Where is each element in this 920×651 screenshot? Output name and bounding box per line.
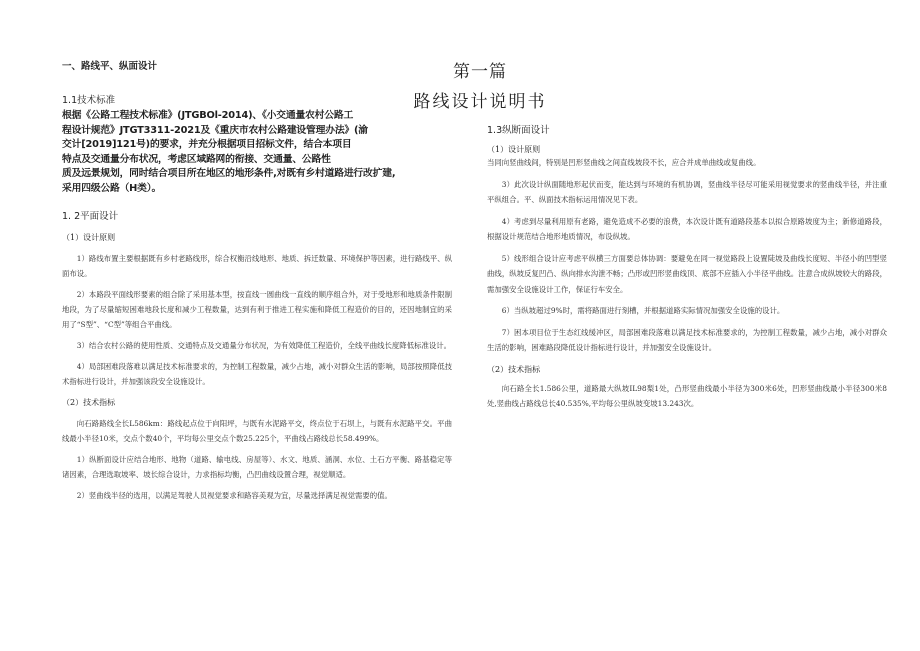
paragraph: 5）线形组合设计应考虑平纵横三方面要总体协调：要避免在同一视觉路段上设置陡坡及曲线长度短、半径小的凹型竖曲线，纵坡反复凹凸、纵向排水沟泄不畅；凸形或凹形竖曲线顶、底部不应插入小半径平曲线。注意合成纵坡较大的路段，需加强安全设施设计工作，保证行车安全。: [487, 253, 887, 294]
intro-line: 根据《公路工程技术标准》(JTGBOl-2014)、《小交通量农村公路工: [62, 110, 354, 121]
paragraph: 3）此次设计纵面随地形起伏而变，能达到与环境的有机协调，竖曲线半径尽可能采用视觉要求的竖曲线半径，并注重平纵组合。平、纵面技术指标运用情况见下表。: [487, 179, 887, 204]
section-heading: 一、路线平、纵面设计: [62, 61, 158, 72]
paragraph: 当同向竖曲线间，特别是凹形竖曲线之间直线坡段不长，应合并成单曲线或复曲线。: [487, 158, 761, 167]
tech-index-heading: （2）技术指标: [487, 364, 541, 374]
paragraph: 2）本路段平面线形要素的组合除了采用基本型，按直线一圆曲线一直线的顺序组合外，对于受地形和地质条件限制地段，为了尽量缩短困难地段长度和减少工程数量，达到有利于推进工程实施和降低工程造价的目的，还因地制宜的采用了“S型”、“C型”等组合平曲线。: [62, 290, 452, 329]
document-title: 路线设计说明书: [413, 92, 547, 112]
design-principle-paragraphs: [62, 251, 452, 389]
right-column: [487, 58, 887, 412]
paragraph: 向石路路线全长L586km：路线起点位于向阳坪，与既有水泥路平交，终点位于石坝上，与既有水泥路平交。平曲线最小半径10米，交点个数40个，平均每公里交点个数25.225个，平曲线占路线总长58.499%。: [62, 419, 452, 443]
paragraph: 6）当纵坡超过9%时，需将路面进行刻槽，并根据道路实际情况加强安全设施的设计。: [501, 306, 785, 315]
left-column: [62, 58, 452, 503]
paragraph: 4）局部困难段落难以满足技术标准要求的，为控制工程数量，减少占地，减小对群众生活的影响，局部按照降低技术指标进行设计，并加强该段安全设施设计。: [62, 362, 452, 386]
tech-index-paragraphs: [487, 381, 887, 412]
intro-line: 交计[2019]121号)的要求，并充分根据项目招标文件，结合本项目: [62, 139, 352, 150]
intro-line: 质及远景规划，同时结合项目所在地区的地形条件,对既有乡村道路进行改扩建,: [62, 168, 396, 179]
paragraph: 1）纵断面设计应结合地形、地物（道路、输电线、房屋等）、水文、地质、涵洞、水位、土石方平衡、路基稳定等诸因素，合理选取坡率、坡长综合设计，力求指标均衡，凸凹曲线设置合理，视觉顺适。: [62, 455, 452, 479]
tech-index-paragraphs: [62, 416, 452, 503]
design-principle-heading: （1）设计原则: [487, 145, 541, 154]
paragraph: 7）困本项目位于生态红线缓冲区，局部困难段落难以满足技术标准要求的，为控制工程数量，减少占地，减小对群众生活的影响，困难路段降低设计指标进行设计，并加强安全设施设计。: [487, 327, 887, 352]
vertical-design-paragraphs: [487, 155, 887, 356]
part-title: 第一篇: [453, 62, 507, 82]
design-principle-heading: （1）设计原则: [62, 233, 116, 242]
paragraph: 3）结合农村公路的使用性质、交通特点及交通量分布状况，为有效降低工程造价，全线平曲线长度降低标准设计。: [76, 341, 452, 350]
paragraph: 4）考虑到尽量利用原有老路，避免造成不必要的浪费，本次设计既有道路段基本以拟合原路坡度为主；新修道路段，根据设计规范结合地形地质情况，布设纵坡。: [487, 216, 887, 241]
paragraph: 1）路线布置主要根据既有乡村老路线形，综合权衡沿线地形、地质、拆迁数量、环境保护等因素，进行路线平、纵面布设。: [62, 254, 452, 278]
intro-line: 特点及交通量分布状况，考虑区域路网的衔接、交通量、公路性: [62, 153, 331, 165]
subsection-1-3-heading: 1.3纵断面设计: [487, 125, 550, 136]
tech-index-heading: （2）技术指标: [62, 398, 116, 407]
intro-line: 程设计规范》JTGT3311-2021及《重庆市农村公路建设管理办法》(渝: [62, 124, 368, 136]
intro-line: 采用四级公路（H类）。: [62, 182, 162, 194]
intro-paragraph: [62, 109, 452, 196]
subsection-1-2-heading: 1. 2平面设计: [62, 211, 119, 222]
paragraph: 2）竖曲线半径的选用，以满足驾驶人员视觉要求和路容美观为宜，尽量选择满足视觉需要的值。: [76, 491, 392, 500]
subsection-1-1-heading: 1.1技术标准: [62, 95, 116, 106]
paragraph: 向石路全长1.586公里，道路最大纵坡IL98梨1处，凸形竖曲线最小半径为300米6处，凹形竖曲线最小半径300米8处,竖曲线占路线总长40.535%,平均每公里纵坡变坡13.243次。: [487, 383, 887, 408]
